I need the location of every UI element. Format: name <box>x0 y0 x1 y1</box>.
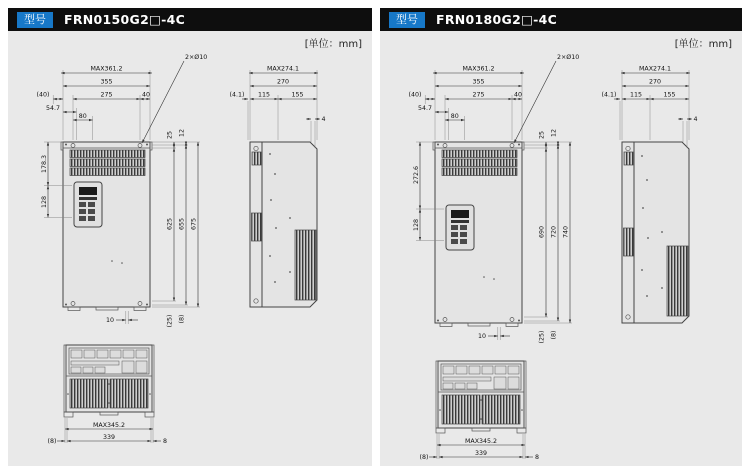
dim-height-total: 675 <box>190 217 198 231</box>
dim-side-4: 4 <box>321 116 326 123</box>
dim-keypad-128: 128 <box>413 218 420 232</box>
dim-bottom-8l: (8) <box>419 454 429 461</box>
dim-top-25: 25 <box>166 130 174 140</box>
dim-keypad-128: 128 <box>41 195 48 209</box>
dim-side-115: 115 <box>257 91 271 99</box>
fan-grille <box>70 379 108 408</box>
fan-grille <box>482 395 520 424</box>
dim-bottom-25: (25) <box>538 330 546 344</box>
dim-bottom-339: 339 <box>102 434 116 441</box>
side-view <box>250 142 317 307</box>
dim-height-inner: 690 <box>538 225 546 239</box>
dim-40: 40 <box>513 91 523 99</box>
dim-bottom-8: (8) <box>178 314 186 324</box>
dim-max-width: MAX361.2 <box>462 65 495 73</box>
dim-max-width: MAX361.2 <box>90 65 123 73</box>
dim-bottom-8r: 8 <box>163 438 168 445</box>
spec-panel-frn0150 <box>8 8 372 466</box>
side-vent-grille <box>667 246 688 316</box>
side-view <box>622 142 689 323</box>
dim-bottom-10: 10 <box>477 333 486 340</box>
dim-side-4-1: (4.1) <box>229 91 245 99</box>
dim-top-12: 12 <box>550 128 558 138</box>
dim-paren-40: (40) <box>36 91 50 99</box>
model-badge: 型号 <box>17 12 53 28</box>
dim-bottom-max: MAX345.2 <box>92 422 126 429</box>
bottom-view <box>436 361 526 433</box>
dim-side-4-1: (4.1) <box>601 91 617 99</box>
dim-80: 80 <box>78 113 87 120</box>
front-view <box>61 142 152 311</box>
model-badge: 型号 <box>389 12 425 28</box>
dim-side-115: 115 <box>629 91 643 99</box>
dim-54-7: 54.7 <box>45 105 60 112</box>
dim-bottom-8r: 8 <box>535 454 540 461</box>
keypad <box>446 205 474 250</box>
dim-54-7: 54.7 <box>417 105 432 112</box>
panel-header <box>380 8 742 31</box>
unit-label: [单位：mm] <box>674 39 732 50</box>
dim-bottom-max: MAX345.2 <box>464 438 498 445</box>
fan-grille <box>442 395 480 424</box>
dim-hole-pitch-w: 275 <box>100 91 113 99</box>
dimension-drawing-0150 <box>8 32 372 464</box>
dim-side-4: 4 <box>693 116 698 123</box>
keypad-display <box>79 187 97 195</box>
dim-left-top: 272.6 <box>413 165 420 185</box>
dim-width-355: 355 <box>472 78 485 86</box>
bottom-view <box>64 345 154 417</box>
unit-label: [单位：mm] <box>304 39 362 50</box>
dim-bottom-339: 339 <box>474 450 488 457</box>
dim-bottom-10: 10 <box>105 317 114 324</box>
keypad <box>74 182 102 227</box>
side-vent-grille <box>295 230 316 300</box>
model-number: FRN0180G2□-4C <box>436 12 558 27</box>
front-view <box>433 142 524 327</box>
fan-grille <box>110 379 148 408</box>
dim-80: 80 <box>450 113 459 120</box>
dim-hole-pitch-w: 275 <box>472 91 485 99</box>
dim-side-max: MAX274.1 <box>638 65 672 73</box>
front-vent-grille <box>442 150 517 158</box>
dim-height-total: 740 <box>562 225 570 239</box>
dim-height-pitch: 720 <box>550 225 558 239</box>
front-vent-grille <box>70 150 145 158</box>
dim-width-355: 355 <box>100 78 113 86</box>
dim-height-pitch: 655 <box>178 217 186 231</box>
dim-height-inner: 625 <box>166 217 174 231</box>
dim-paren-40: (40) <box>408 91 422 99</box>
dim-bottom-8: (8) <box>550 330 558 340</box>
dim-left-top: 178.3 <box>41 154 48 174</box>
dim-side-max: MAX274.1 <box>266 65 300 73</box>
dim-side-270: 270 <box>276 78 290 86</box>
model-number: FRN0150G2□-4C <box>64 12 186 27</box>
dim-side-270: 270 <box>648 78 662 86</box>
dim-top-12: 12 <box>178 128 186 138</box>
dim-holes-callout: 2×Ø10 <box>557 54 580 61</box>
dim-side-155: 155 <box>663 91 676 99</box>
keypad-display <box>451 210 469 218</box>
dim-bottom-8l: (8) <box>47 438 57 445</box>
dimension-drawing-0180 <box>380 32 742 464</box>
dim-bottom-25: (25) <box>166 314 174 328</box>
dim-holes-callout: 2×Ø10 <box>185 54 208 61</box>
panel-header <box>8 8 372 31</box>
spec-panel-frn0180 <box>380 8 742 466</box>
dim-40: 40 <box>141 91 151 99</box>
dim-top-25: 25 <box>538 130 546 140</box>
dim-side-155: 155 <box>291 91 304 99</box>
